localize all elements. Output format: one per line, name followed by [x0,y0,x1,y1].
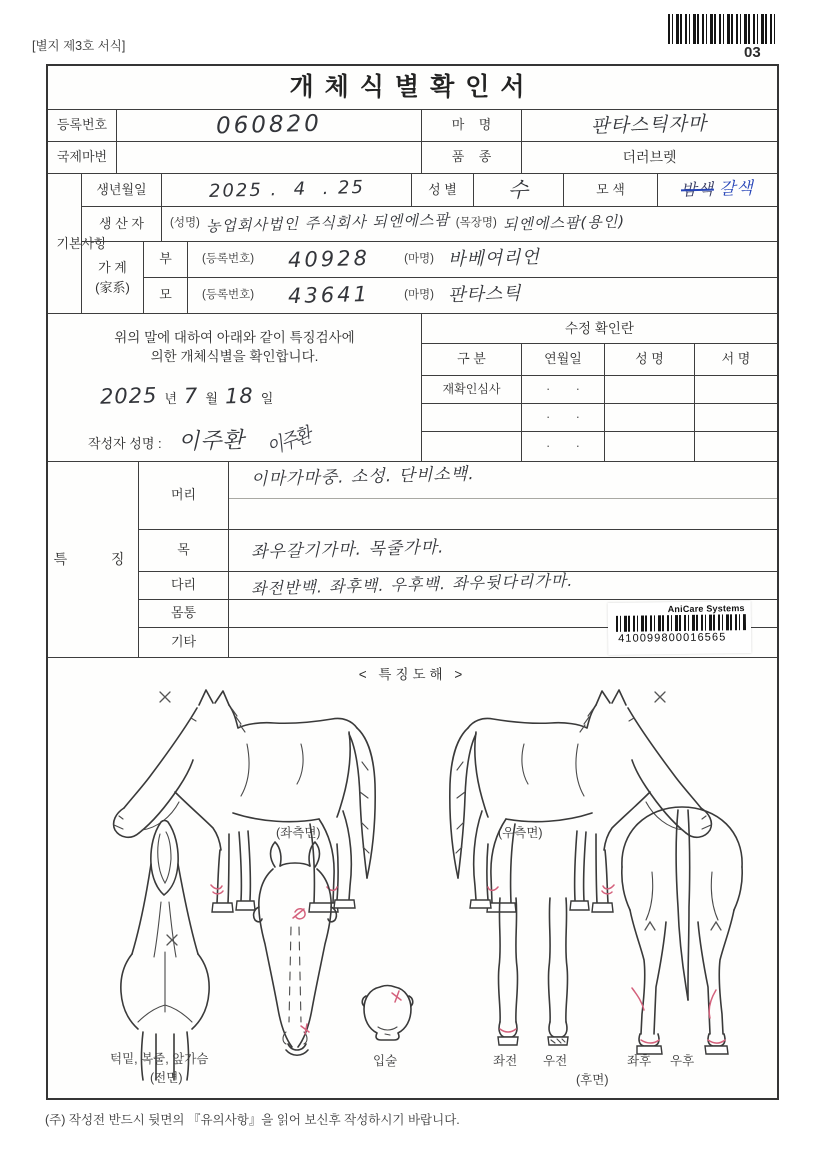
revision-header-category: 구 분 [422,344,522,376]
label-left-fore: 좌전 [493,1054,518,1068]
date-day-unit: 일 [260,391,274,406]
label-right-hind: 우후 [670,1054,695,1068]
family-label [82,242,144,314]
revision-row-name [605,376,695,404]
diagram-title: < 특징도해 > [358,667,467,682]
sticker-code: 410099800016565 [618,631,727,645]
statement-line1: 위의 말에 대하여 아래와 같이 특징검사에 [114,330,355,345]
side-view-horse-right [450,690,712,912]
revision-header-date: 연월일 [522,344,605,376]
sex-label: 성 별 [412,174,474,207]
feature-label-legs: 다리 [139,572,229,600]
anicare-barcode-sticker [608,601,752,655]
head-front-view [254,842,337,1055]
birth-label: 생년월일 [82,174,162,207]
date-year-unit: 년 [164,391,178,406]
feature-neck-handwriting: 좌우갈기가마. 목줄가마. [250,537,445,563]
date-year-handwriting: 2025 [99,383,158,409]
coat-color-struck: 밤색 [680,179,715,200]
label-left-hind: 좌후 [627,1054,652,1068]
label-rear-view: (후면) [576,1073,609,1087]
revision-title: 수정 확인란 [422,314,777,344]
feature-value-legs [229,572,777,600]
family-label-hanja: (家系) [95,279,130,295]
sex-handwriting: 수 [507,177,530,203]
writer-label: 작성자 성명 : [88,436,162,451]
revision-header-name: 성 명 [605,344,695,376]
dam-name-prefix: (마명) [404,288,434,301]
feature-diagram [48,682,777,1082]
sire-name-prefix: (마명) [404,252,434,265]
feature-head-ruling-line [229,498,777,499]
dam-regno-handwriting: 43641 [287,282,371,309]
sticker-brand: AniCare Systems [667,603,745,615]
date-month-handwriting: 7 [183,383,199,409]
date-month-unit: 월 [205,391,218,406]
writer-signature-scribble: 이주환 [264,422,314,460]
birth-handwriting: 2025 . 4 . 25 [208,176,365,202]
revision-row-date: · · [522,432,605,462]
horse-name-label: 마 명 [422,110,522,142]
basic-section-label [48,174,107,314]
statement-line2: 의한 개체식별을 확인합니다. [150,349,319,364]
revision-row-name [605,404,695,432]
page-number: 03 [744,44,761,61]
feature-head-handwriting: 이마가마중. 소성. 단비소백. [250,464,475,490]
intl-no-label: 국제마번 [48,142,117,174]
feature-legs-handwriting: 좌전반백. 좌후백. 우후백. 좌우뒷다리가마. [250,571,574,599]
date-day-handwriting: 18 [224,383,254,409]
label-front-view: (전면) [150,1071,183,1085]
birth-value [162,174,412,207]
form-reference: [별지 제3호 서식] [32,39,126,53]
form-title: 개체식별확인서 [48,66,777,110]
label-front-caption: 턱밑, 복줄, 앞가슴 [110,1052,209,1066]
label-left-side-view: (좌측면) [276,826,321,840]
revision-row-sign [695,432,777,462]
revision-row-category [422,432,522,462]
revision-header-sign: 서 명 [695,344,777,376]
breed-label: 품 종 [422,142,522,174]
basic-section-label-text: 기본사항 [56,236,107,251]
identification-form [46,64,779,1100]
sire-regno-prefix: (등록번호) [202,252,255,265]
horse-name-handwriting: 판타스틱자마 [591,112,708,138]
reg-no-label: 등록번호 [48,110,117,142]
family-label-kor: 가 계 [98,260,127,275]
label-right-fore: 우전 [543,1054,568,1068]
fore-legs-view [498,898,568,1045]
sire-label: 부 [144,242,188,278]
dam-name-handwriting: 판타스틱 [447,283,522,307]
features-section-label: 특 징 [48,462,139,658]
revision-row-date: · · [522,404,605,432]
footer-note: (주) 작성전 반드시 뒷면의 『유의사항』을 읽어 보신후 작성하시기 바랍니다. [45,1113,460,1127]
reg-no-handwriting: 060820 [215,110,323,140]
feature-value-head [229,462,777,530]
front-view-chest [121,821,209,1081]
sticker-barcode [616,614,746,632]
producer-value [162,207,777,242]
feature-label-neck: 목 [139,530,229,572]
reg-no-value [117,110,422,142]
writer-row [88,422,314,460]
muzzle-lips-view [362,986,412,1041]
revision-row-sign [695,404,777,432]
feature-label-head: 머리 [139,462,229,530]
dam-label: 모 [144,278,188,314]
farm-name-handwriting: 되엔에스팜(용인) [502,212,626,234]
revision-row-category [422,404,522,432]
farm-name-prefix: (목장명) [455,217,497,230]
label-right-side-view: (우측면) [498,826,543,840]
horse-name-value [522,110,777,142]
revision-row-category: 재확인심사 [422,376,522,404]
producer-label: 생 산 자 [82,207,162,242]
intl-no-value [117,142,422,174]
writer-name-handwriting: 이주환 [177,428,245,455]
producer-name-prefix: (성명) [170,217,200,230]
sire-value [188,242,777,278]
statement-date [100,384,273,408]
revision-row-sign [695,376,777,404]
sire-regno-handwriting: 40928 [287,246,371,273]
sex-value [474,174,564,207]
breed-value: 더러브렛 [522,142,777,174]
feature-value-neck [229,530,777,572]
page-barcode [668,14,776,44]
coat-color-value [658,174,777,207]
dam-regno-prefix: (등록번호) [202,288,255,301]
coat-color-label: 모 색 [564,174,658,207]
label-lips: 입술 [373,1054,398,1068]
dam-value [188,278,777,314]
confirmation-statement [48,314,422,462]
revision-row-name [605,432,695,462]
producer-name-handwriting: 농업회사법인 주식회사 되엔에스팜 [205,211,450,236]
sire-name-handwriting: 바베여리언 [447,246,541,271]
feature-label-body: 몸통 [139,600,229,628]
revision-row-date: · · [522,376,605,404]
rear-view [622,807,742,1054]
feature-label-etc: 기타 [139,628,229,658]
coat-color-correction: 갈색 [718,178,755,200]
